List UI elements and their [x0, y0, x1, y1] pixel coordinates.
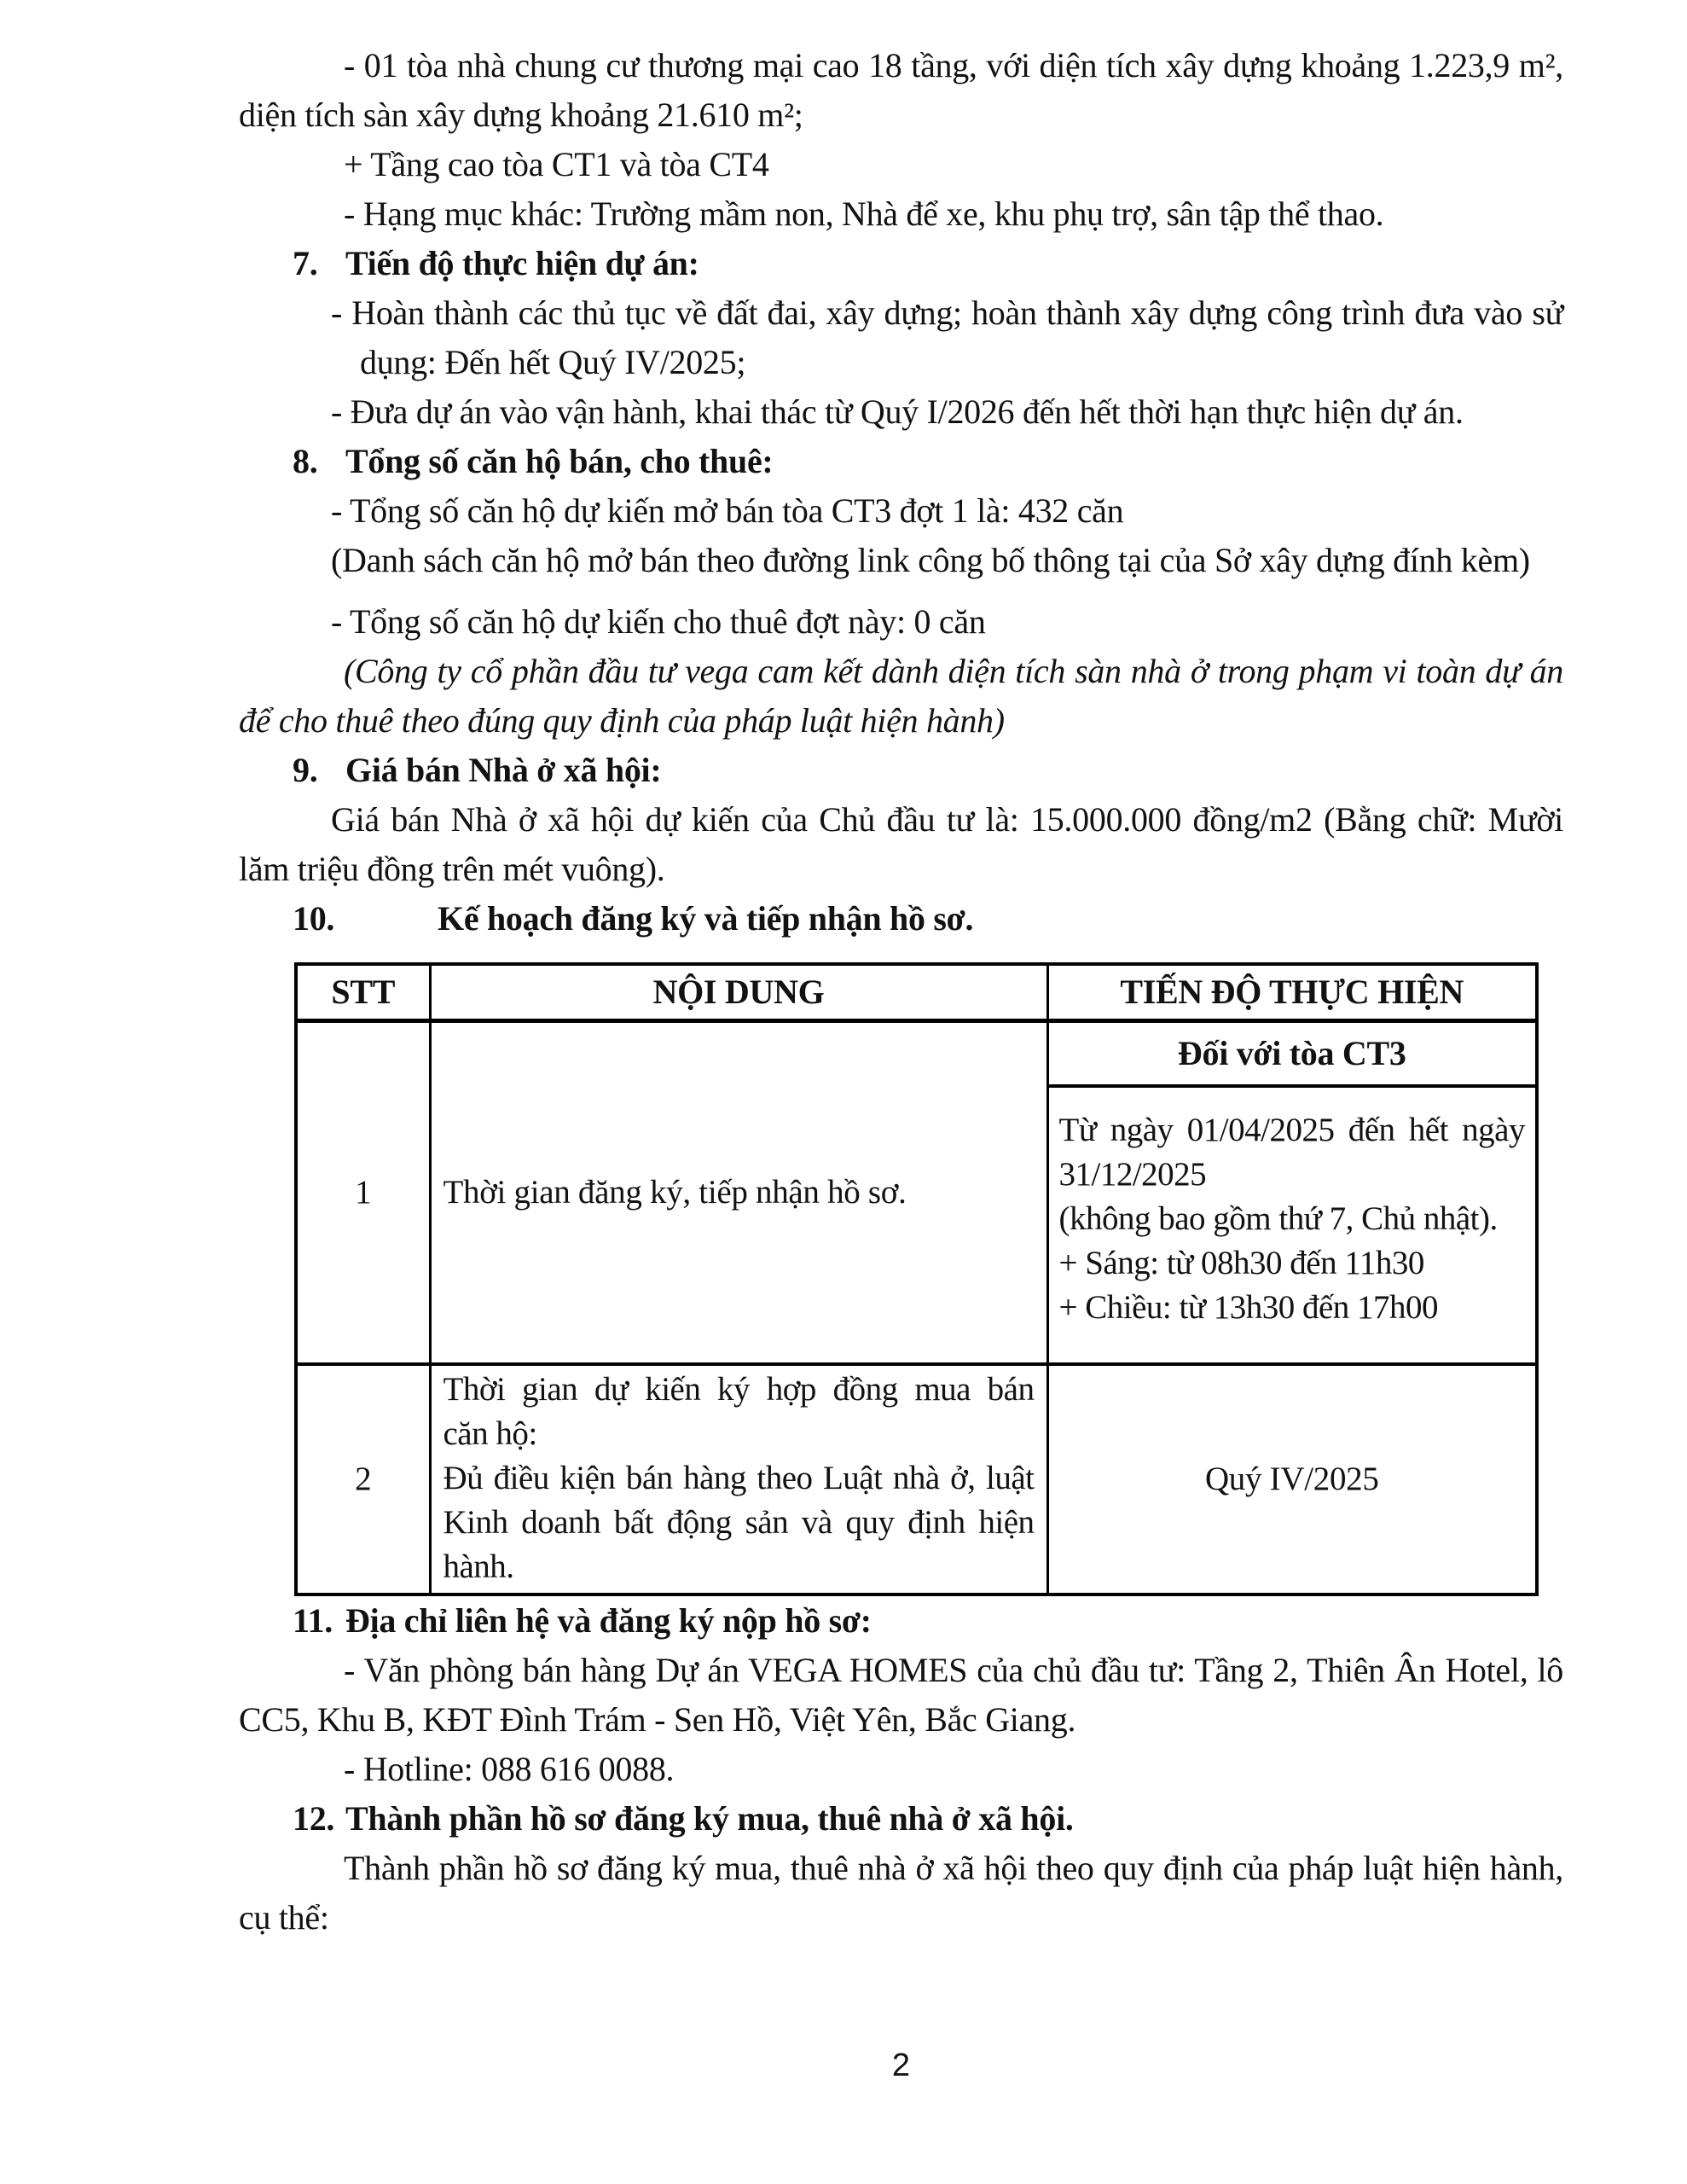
section-title: Tổng số căn hộ bán, cho thuê:: [345, 442, 774, 480]
content-line: Thời gian dự kiến ký hợp đồng mua bán: [443, 1371, 1035, 1408]
content-line: Kinh doanh bất động sản và quy định hiện: [443, 1504, 1035, 1541]
paragraph-operation-schedule: - Đưa dự án vào vận hành, khai thác từ Quý I/2026 đến hết thời hạn thực hiện dự án.: [331, 392, 1464, 431]
cell-schedule-1: [1047, 1021, 1537, 1365]
registration-schedule-table: [294, 962, 1539, 1596]
cell-stt-1: 1: [296, 1021, 430, 1365]
table-header-progress: TIẾN ĐỘ THỰC HIỆN: [1047, 964, 1537, 1021]
paragraph-tower-floors: + Tầng cao tòa CT1 và tòa CT4: [344, 145, 769, 183]
section-title: Giá bán Nhà ở xã hội:: [345, 751, 662, 789]
section-heading-11: [239, 1596, 1563, 1646]
cell-schedule-2: Quý IV/2025: [1047, 1364, 1537, 1594]
schedule-line: + Sáng: từ 08h30 đến 11h30: [1058, 1245, 1424, 1281]
cell-content-1: Thời gian đăng ký, tiếp nhận hồ sơ.: [430, 1021, 1047, 1365]
paragraph-sale-price: Giá bán Nhà ở xã hội dự kiến của Chủ đầu tư là: 15.000.000 đồng/m2 (Bằng chữ: Mười lăm triệu đồng trên mét vuông).: [239, 800, 1563, 888]
page-number: 2: [891, 2048, 911, 2083]
schedule-line: + Chiều: từ 13h30 đến 17h00: [1058, 1289, 1439, 1326]
schedule-line: 31/12/2025: [1058, 1156, 1207, 1193]
section-number: 7.: [293, 244, 318, 282]
table-header-stt: STT: [296, 964, 430, 1021]
paragraph-hotline: - Hotline: 088 616 0088.: [344, 1750, 675, 1788]
paragraph-total-units-sale: - Tổng số căn hộ dự kiến mở bán tòa CT3 đợt 1 là: 432 căn: [331, 491, 1124, 530]
schedule-line: Từ ngày 01/04/2025 đến hết ngày: [1058, 1112, 1525, 1148]
paragraph-tower-description: - 01 tòa nhà chung cư thương mại cao 18 tầng, với diện tích xây dựng khoảng 1.223,9 m², diện tích sàn xây dựng khoảng 21.610 m²;: [239, 46, 1563, 134]
section-title: Địa chỉ liên hệ và đăng ký nộp hồ sơ:: [345, 1601, 872, 1640]
section-heading-10: [239, 894, 1563, 944]
table-row-2: [296, 1364, 1537, 1594]
table-row-1: [296, 1021, 1537, 1365]
schedule-details: [1049, 1088, 1536, 1330]
paragraph-rental-commitment: (Công ty cổ phần đầu tư vega cam kết dành diện tích sàn nhà ở trong phạm vi toàn dự án để cho thuê theo đúng quy định của pháp luật hiện hành): [239, 652, 1563, 740]
cell-stt-2: 2: [296, 1364, 430, 1594]
content-line: Đủ điều kiện bán hàng theo Luật nhà ở, luật: [443, 1460, 1035, 1496]
section-number: 12.: [293, 1799, 335, 1838]
table-header-row: [296, 964, 1537, 1021]
cell-content-2: [430, 1364, 1047, 1594]
paragraph-other-items: - Hạng mục khác: Trường mầm non, Nhà để xe, khu phụ trợ, sân tập thể thao.: [344, 195, 1384, 233]
section-number: 11.: [293, 1601, 333, 1640]
section-number: 8.: [293, 442, 318, 480]
paragraph-completion-schedule: - Hoàn thành các thủ tục về đất đai, xây dựng; hoàn thành xây dựng công trình đưa vào sử dụng: Đến hết Quý IV/2025;: [331, 293, 1563, 381]
section-title: Thành phần hồ sơ đăng ký mua, thuê nhà ở xã hội.: [345, 1799, 1074, 1838]
paragraph-dossier-components: Thành phần hồ sơ đăng ký mua, thuê nhà ở xã hội theo quy định của pháp luật hiện hành, cụ thể:: [239, 1849, 1563, 1937]
schedule-line: (không bao gồm thứ 7, Chủ nhật).: [1058, 1200, 1498, 1237]
section-heading-7: [239, 239, 1563, 288]
section-heading-8: [239, 437, 1563, 486]
paragraph-unit-list-note: (Danh sách căn hộ mở bán theo đường link công bố thông tại của Sở xây dựng đính kèm): [331, 541, 1530, 579]
paragraph-total-units-rent: - Tổng số căn hộ dự kiến cho thuê đợt này: 0 căn: [331, 602, 986, 641]
paragraph-sales-office-address: - Văn phòng bán hàng Dự án VEGA HOMES của chủ đầu tư: Tầng 2, Thiên Ân Hotel, lô CC5, Khu B, KĐT Đình Trám - Sen Hồ, Việt Yên, Bắc Giang.: [239, 1651, 1563, 1739]
section-heading-12: [239, 1794, 1563, 1844]
section-heading-9: [239, 746, 1563, 795]
section-title: Kế hoạch đăng ký và tiếp nhận hồ sơ.: [438, 899, 974, 938]
schedule-subheader-ct3: Đối với tòa CT3: [1049, 1023, 1536, 1088]
content-line: căn hộ:: [443, 1415, 537, 1452]
content-line: hành.: [443, 1548, 514, 1585]
table-header-content: NỘI DUNG: [430, 964, 1047, 1021]
section-number: 10.: [293, 899, 335, 938]
section-number: 9.: [293, 751, 318, 789]
section-title: Tiến độ thực hiện dự án:: [345, 244, 699, 282]
